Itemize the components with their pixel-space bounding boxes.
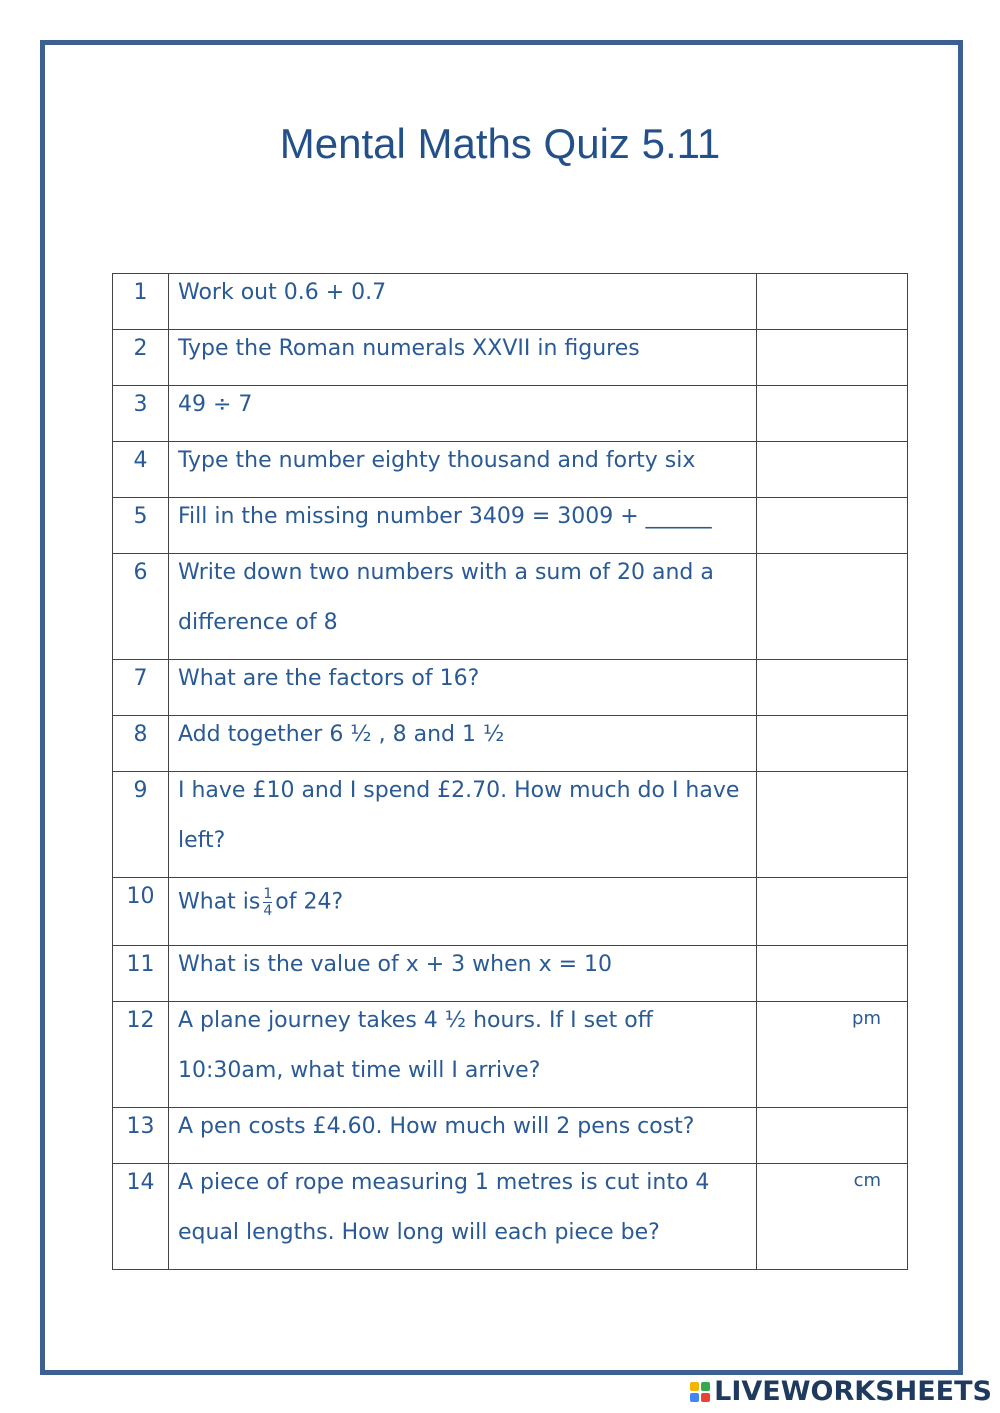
question-number: 8 [113,716,169,772]
liveworksheets-logo [690,1376,992,1407]
question-number: 4 [113,442,169,498]
question-text: Type the number eighty thousand and forty six [169,442,757,498]
question-number: 6 [113,554,169,660]
question-number: 11 [113,946,169,1002]
table-row [113,716,908,772]
logo-icon [690,1382,710,1402]
table-row [113,1108,908,1164]
question-number: 1 [113,274,169,330]
answer-cell[interactable] [757,554,908,660]
question-text: Write down two numbers with a sum of 20 and a difference of 8 [169,554,757,660]
question-text: A plane journey takes 4 ½ hours. If I set off 10:30am, what time will I arrive? [169,1002,757,1108]
answer-cell[interactable] [757,946,908,1002]
question-number: 3 [113,386,169,442]
table-row [113,554,908,660]
table-row [113,1164,908,1270]
table-row [113,442,908,498]
page-title: Mental Maths Quiz 5.11 [279,120,721,167]
quiz-table [112,273,908,1270]
answer-cell[interactable] [757,772,908,878]
unit-label: pm [852,1008,881,1029]
answer-cell[interactable] [757,498,908,554]
answer-cell[interactable] [757,274,908,330]
question-text: Work out 0.6 + 0.7 [169,274,757,330]
question-text: 49 ÷ 7 [169,386,757,442]
question-number: 2 [113,330,169,386]
question-text: Add together 6 ½ , 8 and 1 ½ [169,716,757,772]
question-number: 14 [113,1164,169,1270]
table-row [113,946,908,1002]
question-number: 9 [113,772,169,878]
question-number: 7 [113,660,169,716]
logo-text: LIVEWORKSHEETS [714,1376,992,1407]
answer-cell[interactable] [757,330,908,386]
question-number: 13 [113,1108,169,1164]
question-text: What is $\frac{1}{4}$ of 24? [169,878,757,946]
question-text: What is the value of x + 3 when x = 10 [169,946,757,1002]
question-text: A piece of rope measuring 1 metres is cut into 4 equal lengths. How long will each piece be? [169,1164,757,1270]
question-number: 5 [113,498,169,554]
question-text: A pen costs £4.60. How much will 2 pens cost? [169,1108,757,1164]
answer-cell[interactable] [757,878,908,946]
question-text: Fill in the missing number 3409 = 3009 + ______ [169,498,757,554]
question-text: I have £10 and I spend £2.70. How much do I have left? [169,772,757,878]
table-row [113,660,908,716]
answer-cell[interactable] [757,442,908,498]
table-row [113,386,908,442]
answer-cell[interactable] [757,1164,908,1270]
table-row [113,498,908,554]
question-text: Type the Roman numerals XXVII in figures [169,330,757,386]
table-row [113,772,908,878]
answer-cell[interactable] [757,716,908,772]
answer-cell[interactable] [757,1002,908,1108]
question-text: What are the factors of 16? [169,660,757,716]
table-row [113,274,908,330]
table-row [113,878,908,946]
answer-cell[interactable] [757,386,908,442]
unit-label: cm [853,1170,881,1191]
fraction: $\frac{1}{4}$ [263,886,273,919]
answer-cell[interactable] [757,1108,908,1164]
table-row [113,330,908,386]
answer-cell[interactable] [757,660,908,716]
table-row [113,1002,908,1108]
question-number: 12 [113,1002,169,1108]
question-number: 10 [113,878,169,946]
